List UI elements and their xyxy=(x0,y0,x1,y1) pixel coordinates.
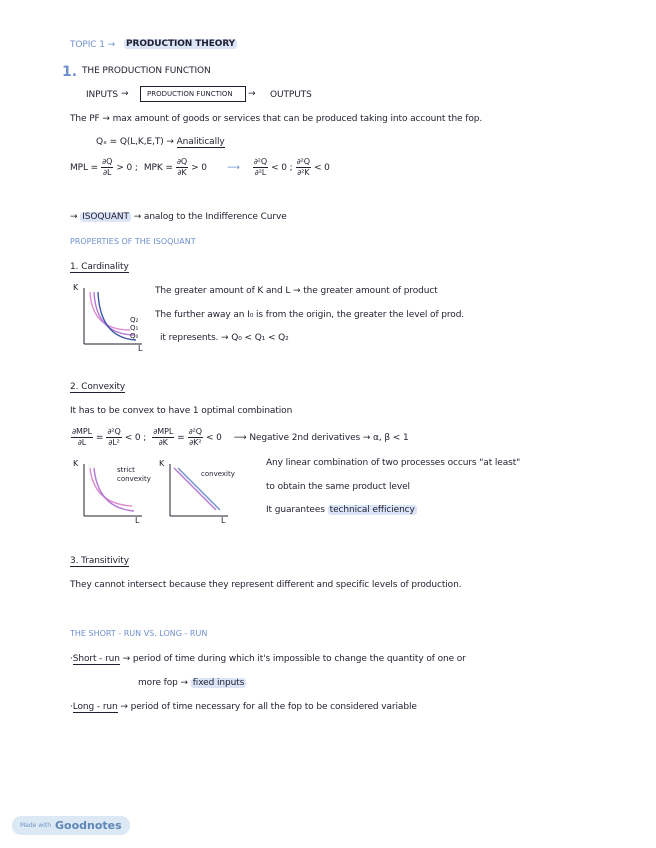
prop1-line1: The greater amount of K and L → the greater amount of product xyxy=(155,286,438,296)
curve-label-q1: Q₁ xyxy=(130,324,139,332)
deriv-a-rel: < 0 ; xyxy=(124,432,147,443)
sec2-den: ∂²K xyxy=(297,168,310,177)
prop3-line1: They cannot intersect because they represent different and specific levels of production. xyxy=(70,580,462,590)
prop2-title-text: 2. Convexity xyxy=(70,382,126,392)
prop2-text3-pre: It guarantees xyxy=(266,505,325,515)
long-run-def: → period of time necessary for all the fop to be considered variable xyxy=(120,702,417,712)
mpl-rel: > 0 ; xyxy=(116,162,138,173)
sec2-num: ∂²Q xyxy=(296,157,310,166)
section-number: 1. xyxy=(62,64,78,80)
short-run-def: → period of time during which it's impossible to change the quantity of one or xyxy=(122,654,466,664)
pf-definition: The PF → max amount of goods or services that can be produced taking into account the fop. xyxy=(70,114,483,124)
fixed-inputs-highlight: fixed inputs xyxy=(192,678,245,688)
mpl-den: ∂L xyxy=(103,168,112,177)
prop3-title xyxy=(70,556,129,566)
badge-small-text: Made with xyxy=(20,822,51,829)
marginal-products xyxy=(70,158,330,177)
short-run-line: ·Short - run → period of time during which it's impossible to change the quantity of one or xyxy=(70,654,466,664)
sec1-rel: < 0 ; xyxy=(271,162,293,173)
long-run-term: Long - run xyxy=(72,702,118,712)
formula-arrow: → xyxy=(166,137,174,147)
deriv-a xyxy=(71,428,93,447)
cardinality-axis-l: L xyxy=(138,344,143,353)
long-run-line: ·Long - run → period of time necessary for all the fop to be considered variable xyxy=(70,702,417,712)
deriv-b-den: ∂K xyxy=(158,438,168,447)
curve-label-q2: Q₂ xyxy=(130,316,139,324)
mpk-num: ∂Q xyxy=(176,157,188,166)
deriv-b-eq: = xyxy=(177,432,185,443)
second-deriv-k xyxy=(296,158,311,177)
goodnotes-badge[interactable] xyxy=(12,816,130,835)
isoquant-term: ISOQUANT xyxy=(82,212,129,222)
sec1-den: ∂²L xyxy=(254,168,267,177)
cardinality-curve-labels xyxy=(130,316,138,340)
prop2-line1: It has to be convex to have 1 optimal combination xyxy=(70,406,293,416)
deriv-b xyxy=(152,428,174,447)
deriv-a2-den: ∂L² xyxy=(108,438,120,447)
flow-box: PRODUCTION FUNCTION xyxy=(140,86,246,102)
deriv-a-num: ∂MPL xyxy=(72,427,92,436)
mpk-lhs: MPK = xyxy=(143,162,173,173)
technical-efficiency-highlight: technical efficiency xyxy=(329,505,415,515)
deriv-b-num: ∂MPL xyxy=(153,427,174,436)
prop1-title xyxy=(70,262,129,272)
convex-axis-l: L xyxy=(221,516,226,525)
isoquant-rest: → analog to the Indifference Curve xyxy=(133,212,287,222)
prop2-text3 xyxy=(266,505,417,515)
prop2-title xyxy=(70,382,125,392)
short-run-term: Short - run xyxy=(72,654,120,664)
convexity-label: convexity xyxy=(201,470,235,478)
short-long-heading: THE SHORT - RUN VS. LONG - RUN xyxy=(70,629,208,638)
isoquant-line xyxy=(70,212,287,222)
deriv-b2-num: ∂²Q xyxy=(188,427,202,436)
deriv-a-eq: = xyxy=(95,432,104,443)
mpl-lhs: MPL = xyxy=(70,162,99,173)
mpk-fraction xyxy=(176,158,188,177)
badge-brand-text: Goodnotes xyxy=(55,819,122,832)
prop3-title-text: 3. Transitivity xyxy=(70,556,129,566)
deriv-a-den: ∂L xyxy=(77,438,87,447)
strict-axis-k: K xyxy=(73,459,79,468)
flow-inputs: INPUTS xyxy=(86,90,119,100)
short-run-def2-pre: more fop → xyxy=(138,678,188,688)
flow-arrow-1: → xyxy=(121,89,129,99)
mpl-fraction xyxy=(101,158,113,177)
deriv-b2-den: ∂K² xyxy=(189,438,202,447)
prop2-text1: Any linear combination of two processes occurs "at least" xyxy=(266,458,521,468)
prop1-title-text: 1. Cardinality xyxy=(70,262,129,272)
flow-arrow-2: → xyxy=(248,89,256,99)
section-title: THE PRODUCTION FUNCTION xyxy=(82,66,211,76)
short-run-line2 xyxy=(138,678,246,688)
strict-convexity-label: strict convexity xyxy=(117,466,151,483)
deriv-b-rel: < 0 xyxy=(205,432,222,443)
mpl-num: ∂Q xyxy=(102,157,113,166)
marginal-arrow: ⟶ xyxy=(226,162,240,173)
cardinality-axis-k: K xyxy=(73,283,79,292)
sec2-rel: < 0 xyxy=(313,162,330,173)
deriv-tail: ⟶ Negative 2nd derivatives → α, β < 1 xyxy=(233,432,409,443)
flow-outputs: OUTPUTS xyxy=(270,90,312,100)
formula-expr: Qₓ = Q(L,K,E,T) xyxy=(96,137,164,147)
isoquant-prefix: → xyxy=(70,212,78,222)
prop1-line3: it represents. → Q₀ < Q₁ < Q₂ xyxy=(160,333,289,343)
formula-note: Analitically xyxy=(176,137,225,147)
sec1-num: ∂²Q xyxy=(253,157,268,166)
strict-axis-l: L xyxy=(135,516,140,525)
topic-label: TOPIC 1 → xyxy=(70,40,116,50)
mpk-rel: > 0 xyxy=(191,162,207,173)
mpk-den: ∂K xyxy=(177,168,187,177)
deriv-b2 xyxy=(188,428,203,447)
isoquant-curve-q0 xyxy=(90,292,130,330)
deriv-a2-num: ∂²Q xyxy=(107,427,121,436)
curve-label-q0: Q₀ xyxy=(130,332,139,340)
second-deriv-l xyxy=(253,158,268,177)
production-formula xyxy=(96,137,225,147)
convex-axis-k: K xyxy=(159,459,165,468)
deriv-a2 xyxy=(106,428,121,447)
page-title: PRODUCTION THEORY xyxy=(126,39,236,49)
convexity-derivatives xyxy=(70,428,409,447)
prop2-text2: to obtain the same product level xyxy=(266,482,410,492)
convexity-graph xyxy=(158,458,238,526)
properties-heading: PROPERTIES OF THE ISOQUANT xyxy=(70,237,196,246)
prop1-line2: The further away an I₀ is from the origin, the greater the level of prod. xyxy=(155,310,465,320)
